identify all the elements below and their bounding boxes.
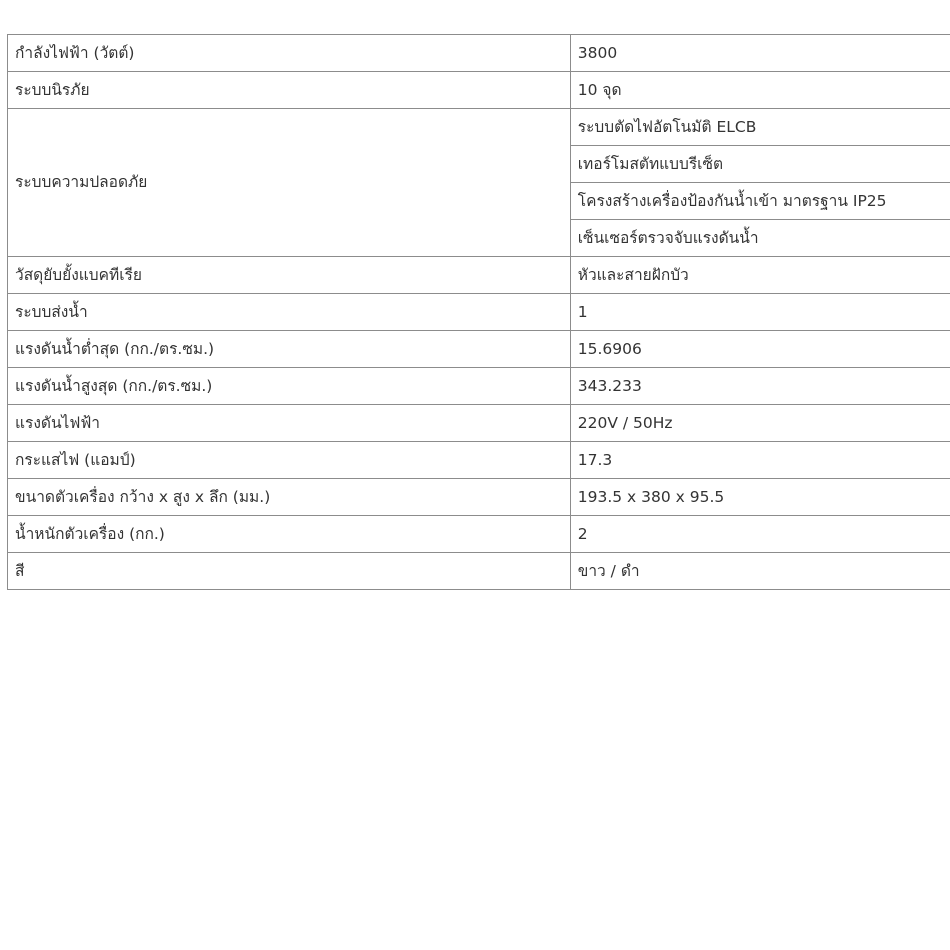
table-row — [8, 553, 950, 590]
spec-label: แรงดันไฟฟ้า — [8, 405, 571, 442]
spec-value: 10 จุด — [570, 72, 950, 109]
table-row — [8, 479, 950, 516]
spec-label: กระแสไฟ (แอมป์) — [8, 442, 571, 479]
table-row — [8, 294, 950, 331]
spec-value: โครงสร้างเครื่องป้องกันน้ำเข้า มาตรฐาน IP25 — [570, 183, 950, 220]
table-row — [8, 35, 950, 72]
spec-value: เทอร์โมสตัทแบบรีเซ็ต — [570, 146, 950, 183]
spec-value: เซ็นเซอร์ตรวจจับแรงดันน้ำ — [570, 220, 950, 257]
table-row — [8, 109, 950, 146]
spec-value: 3800 — [570, 35, 950, 72]
spec-label: ขนาดตัวเครื่อง กว้าง x สูง x ลึก (มม.) — [8, 479, 571, 516]
spec-value: 17.3 — [570, 442, 950, 479]
spec-value: 2 — [570, 516, 950, 553]
table-row — [8, 257, 950, 294]
table-row — [8, 368, 950, 405]
table-row — [8, 405, 950, 442]
spec-label: ระบบความปลอดภัย — [8, 109, 571, 257]
table-row — [8, 442, 950, 479]
spec-value: ขาว / ดำ — [570, 553, 950, 590]
spec-label: น้ำหนักตัวเครื่อง (กก.) — [8, 516, 571, 553]
spec-label: กำลังไฟฟ้า (วัตต์) — [8, 35, 571, 72]
spec-value: 15.6906 — [570, 331, 950, 368]
spec-value: 1 — [570, 294, 950, 331]
table-row — [8, 516, 950, 553]
spec-table — [7, 34, 950, 590]
spec-label: แรงดันน้ำสูงสุด (กก./ตร.ซม.) — [8, 368, 571, 405]
spec-label: ระบบนิรภัย — [8, 72, 571, 109]
spec-label: สี — [8, 553, 571, 590]
spec-value: 193.5 x 380 x 95.5 — [570, 479, 950, 516]
spec-value: 343.233 — [570, 368, 950, 405]
spec-value: 220V / 50Hz — [570, 405, 950, 442]
spec-label: วัสดุยับยั้งแบคทีเรีย — [8, 257, 571, 294]
spec-label: ระบบส่งน้ำ — [8, 294, 571, 331]
spec-value: หัวและสายฝักบัว — [570, 257, 950, 294]
spec-label: แรงดันน้ำต่ำสุด (กก./ตร.ซม.) — [8, 331, 571, 368]
spec-value: ระบบตัดไฟอัตโนมัติ ELCB — [570, 109, 950, 146]
table-row — [8, 331, 950, 368]
spec-table-body — [8, 35, 950, 590]
table-row — [8, 72, 950, 109]
